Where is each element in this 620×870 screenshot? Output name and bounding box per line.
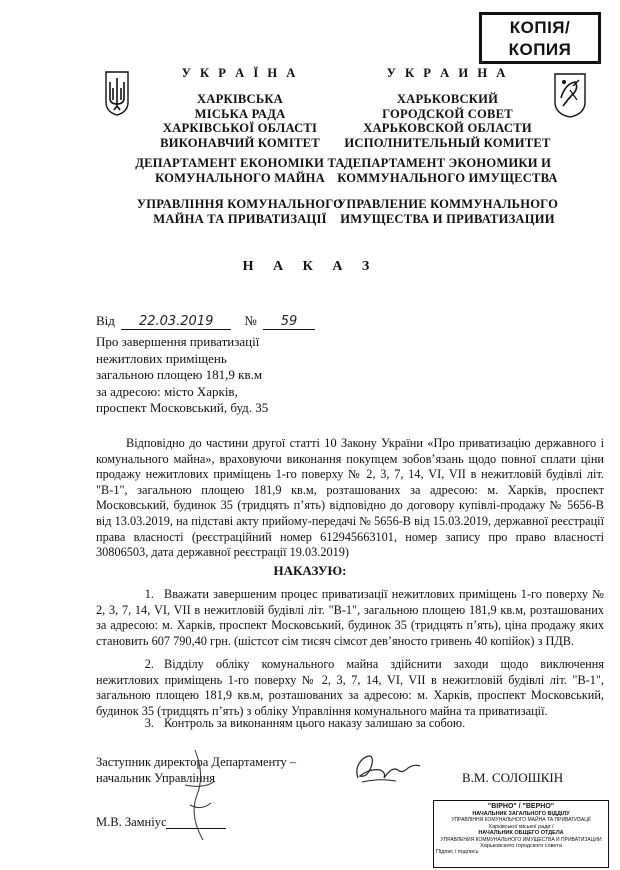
subject-line: Про завершення приватизації bbox=[96, 334, 260, 349]
header-left-org-line: ХАРКІВСЬКА bbox=[197, 92, 283, 106]
handwritten-signature bbox=[350, 748, 425, 788]
certified-copy-stamp bbox=[433, 800, 609, 868]
signatory-name: В.М. СОЛОШКІН bbox=[462, 770, 564, 785]
header-right-div-line: УПРАВЛЕНИЕ КОММУНАЛЬНОГО bbox=[336, 197, 559, 211]
subject-line: загальною площею 181,9 кв.м bbox=[96, 367, 263, 382]
header-left-dept-line: КОМУНАЛЬНОГО МАЙНА bbox=[155, 170, 325, 185]
header-left-div-line: МАЙНА ТА ПРИВАТИЗАЦІЇ bbox=[153, 211, 327, 226]
header-right-org bbox=[335, 92, 560, 150]
subject-line: нежитлових приміщень bbox=[96, 350, 227, 366]
stamp-line: НАЧАЛЬНИК ЗАГАЛЬНОГО ВІДДІЛУ bbox=[472, 811, 570, 817]
order-number: 59 bbox=[263, 314, 315, 330]
signatory-position-line: начальник Управління bbox=[96, 770, 216, 785]
copy-stamp bbox=[479, 12, 601, 64]
stamp-title: "ВІРНО" / "ВЕРНО" bbox=[487, 803, 555, 810]
header-left-country: У К Р А Ї Н А bbox=[181, 66, 299, 80]
stamp-line: УПРАВЛЕНИЯ КОММУНАЛЬНОГО ИМУЩЕСТВА И ПРИВАТИЗАЦИИ bbox=[440, 836, 602, 843]
header-right-dept-line: КОММУНАЛЬНОГО ИМУЩЕСТВА bbox=[337, 170, 558, 185]
date-number-line bbox=[96, 313, 315, 330]
header-left-div bbox=[135, 197, 345, 226]
header-right-dept bbox=[335, 156, 560, 185]
copy-stamp-ru: КОПИЯ bbox=[508, 40, 572, 59]
header-left-dept-line: ДЕПАРТАМЕНТ ЕКОНОМІКИ ТА bbox=[135, 156, 345, 170]
order-date: 22.03.2019 bbox=[121, 314, 231, 330]
signatory-position-line: Заступник директора Департаменту – bbox=[96, 755, 297, 769]
order-item-2 bbox=[96, 657, 604, 719]
header-right-org-line: ГОРОДСКОЙ СОВЕТ bbox=[382, 106, 513, 121]
item-number: 3. bbox=[144, 716, 154, 730]
nakazuyu-heading: НАКАЗУЮ: bbox=[273, 563, 347, 578]
item-text: Відділу обліку комунального майна здійснити заходи щодо виключення нежитлових приміщень 1-го поверху № 2, 3, 7, 14, VI, VII в нежитловій будівлі літ. "В-1", загальною площею 181,9 кв.м, розташованих за адресою: м. Харків, проспект Московський, будинок 35 (тридцять п’ять) з обліку Управління комунального майна та приватизації. bbox=[96, 657, 604, 718]
header-right-country: У К Р А И Н А bbox=[386, 66, 509, 80]
date-prefix: Від bbox=[96, 313, 115, 328]
stamp-line: НАЧАЛЬНИК ОБЩЕГО ОТДЕЛА bbox=[478, 830, 564, 837]
item-number: 1. bbox=[144, 587, 154, 601]
item-text: Контроль за виконанням цього наказу залишаю за собою. bbox=[164, 716, 466, 730]
number-prefix: № bbox=[244, 313, 257, 328]
stamp-line: Харківської міської ради / bbox=[488, 823, 554, 830]
order-subject bbox=[96, 334, 268, 417]
header-right-org-line: ИСПОЛНИТЕЛЬНЫЙ КОМИТЕТ bbox=[344, 135, 551, 150]
header-right-org-line: ХАРЬКОВСКОЙ ОБЛАСТИ bbox=[363, 121, 532, 135]
stamp-line: УПРАВЛІННЯ КОМУНАЛЬНОГО МАЙНА ТА ПРИВАТИЗАЦІЇ bbox=[451, 817, 591, 824]
preamble-paragraph: Відповідно до частини другої статті 10 Закону України «Про приватизацію державного і комунального майна», враховуючи виконання покупцем зобов’язань щодо повної сплати ціни продажу нежитлових приміщень 1-го поверху № 2, 3, 7, 14, VI, VII в нежитловій будівлі літ. "В-1", загальною площею 181,9 кв.м, розташованих за адресою: м. Харків, проспект Московський, будинок 35 (тридцять п’ять) відповідно до договору купівлі-продажу № 5656-В від 13.03.2019, на підставі акту прийому-передачі № 5656-В від 15.03.2019, державної реєстрації права власності (реєстраційний номер 612945663101, номер запису про право власності 30806503, дата державної реєстрації 19.03.2019) bbox=[96, 436, 604, 560]
ukraine-coat-of-arms-icon bbox=[104, 70, 130, 116]
stamp-signature-trace bbox=[175, 745, 225, 845]
subject-line: проспект Московський, буд. 35 bbox=[96, 400, 269, 415]
item-number: 2. bbox=[144, 657, 154, 671]
copy-stamp-ua: КОПІЯ/ bbox=[509, 18, 571, 37]
header-right-div bbox=[335, 197, 560, 226]
header-right-div-line: ИМУЩЕСТВА И ПРИВАТИЗАЦИИ bbox=[340, 211, 555, 226]
header-left-div-line: УПРАВЛІННЯ КОМУНАЛЬНОГО bbox=[136, 197, 344, 211]
document-title: Н А К А З bbox=[242, 259, 378, 274]
executor-signature-line bbox=[166, 828, 226, 829]
header-left-org-line: МІСЬКА РАДА bbox=[194, 106, 286, 121]
header-left-org bbox=[135, 92, 345, 150]
header-left-dept bbox=[135, 156, 345, 185]
header-left-org-line: ХАРКІВСЬКОЇ ОБЛАСТІ bbox=[162, 121, 318, 135]
item-text: Вважати завершеним процес приватизації нежитлових приміщень 1-го поверху № 2, 3, 7, 14, VI, VII в нежитловій будівлі літ. "В-1", загальною площею 181,9 кв.м, розташованих за адресою: м. Харків, проспект Московський, будинок 35 (тридцять п’ять), ціна продажу яких становить 607 790,40 грн. (шістсот сім тисяч сімсот дев’яносто гривень 40 копійок) з ПДВ. bbox=[96, 587, 604, 648]
header-left-org-line: ВИКОНАВЧИЙ КОМІТЕТ bbox=[160, 135, 320, 150]
header-right-dept-line: ДЕПАРТАМЕНТ ЭКОНОМИКИ И bbox=[343, 156, 552, 170]
header-right-org-line: ХАРЬКОВСКИЙ bbox=[396, 92, 499, 106]
order-item-3 bbox=[96, 716, 604, 732]
stamp-line: Харьковского городского совета bbox=[480, 843, 562, 850]
order-item-1 bbox=[96, 587, 604, 649]
subject-line: за адресою: місто Харків, bbox=[96, 383, 238, 399]
executor-name: М.В. Замніус bbox=[96, 815, 167, 829]
stamp-sign-label: Підпис / подпись bbox=[436, 849, 479, 856]
